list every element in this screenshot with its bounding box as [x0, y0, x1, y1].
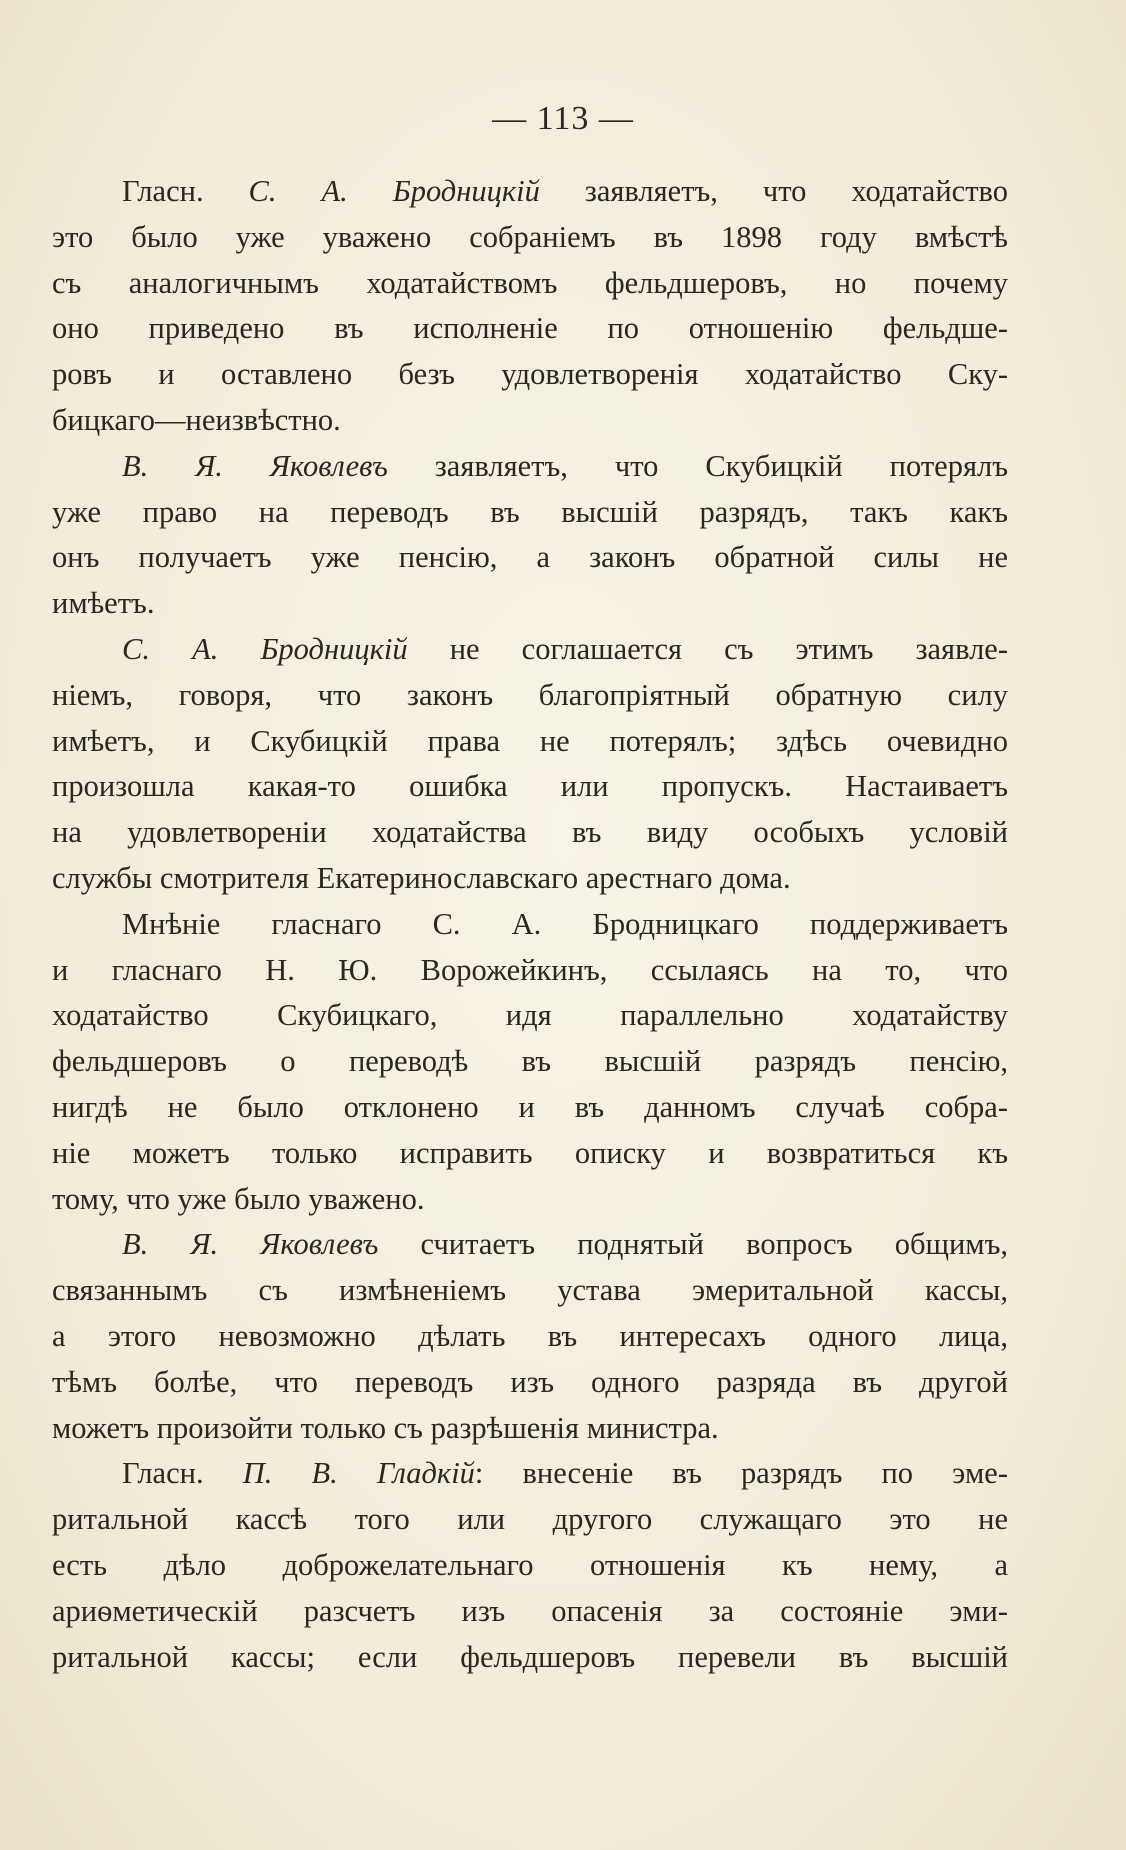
- text-line: [52, 993, 1008, 1039]
- line-text: ариѳметическій разсчетъ изъ опасенія за состояніе эми-: [52, 1593, 1008, 1628]
- body-text: [52, 169, 1008, 1680]
- line-text: онъ получаетъ уже пенсію, а законъ обратной силы не: [52, 540, 1008, 575]
- line-text: есть дѣло доброжелательнаго отношенія къ нему, а: [52, 1547, 1008, 1582]
- text-line: [52, 306, 1008, 352]
- line-text: имѣетъ, и Скубицкій права не потерялъ; здѣсь очевидно: [52, 723, 1008, 758]
- line-text: ровъ и оставлено безъ удовлетворенія ходатайство Ску-: [52, 357, 1008, 392]
- text-line: [52, 261, 1008, 307]
- text-line: [52, 1268, 1008, 1314]
- text-line: [52, 215, 1008, 261]
- text-line: [52, 1039, 1008, 1085]
- line-text: службы смотрителя Екатеринославскаго арестнаго дома.: [52, 860, 791, 895]
- text-line: [52, 444, 1008, 490]
- line-text: тѣмъ болѣе, что переводъ изъ одного разряда въ другой: [52, 1364, 1008, 1399]
- line-text: нигдѣ не было отклонено и въ данномъ случаѣ собра-: [52, 1089, 1008, 1124]
- line-text: уже право на переводъ въ высшій разрядъ, такъ какъ: [52, 494, 1008, 529]
- text-line: [52, 948, 1008, 994]
- text-line: [52, 673, 1008, 719]
- speaker-name: В. Я. Яковлевъ: [122, 1227, 379, 1262]
- line-text: ніемъ, говоря, что законъ благопріятный обратную силу: [52, 677, 1008, 712]
- text-line: [52, 1451, 1008, 1497]
- text-line: [52, 169, 1008, 215]
- text-line: [52, 1360, 1008, 1406]
- text-line: [52, 1589, 1008, 1635]
- line-text: фельдшеровъ о переводѣ въ высшій разрядъ пенсію,: [52, 1044, 1008, 1079]
- text-line: [52, 398, 1008, 444]
- speaker-name: В. Я. Яковлевъ: [122, 448, 388, 483]
- line-prefix: Гласн.: [122, 174, 249, 208]
- text-line: [52, 764, 1008, 810]
- text-line: [52, 352, 1008, 398]
- speaker-name: С. А. Бродницкій: [122, 631, 408, 666]
- text-line: [52, 719, 1008, 765]
- line-text: имѣетъ.: [52, 586, 155, 621]
- page-number: — 113 —: [492, 100, 634, 137]
- text-line: [52, 1497, 1008, 1543]
- line-text: ритальной кассы; если фельдшеровъ перевели въ высшій: [52, 1639, 1008, 1674]
- line-text: оно приведено въ исполненіе по отношенію фельдше-: [52, 311, 1008, 346]
- text-line: [52, 1406, 1008, 1452]
- line-text: на удовлетвореніи ходатайства въ виду особыхъ условій: [52, 815, 1008, 850]
- text-line: [52, 1222, 1008, 1268]
- text-line: [52, 627, 1008, 673]
- line-text: это было уже уважено собраніемъ въ 1898 году вмѣстѣ: [52, 219, 1008, 254]
- text-line: [52, 581, 1008, 627]
- line-text: съ аналогичнымъ ходатайствомъ фельдшеровъ, но почему: [52, 265, 1008, 300]
- speaker-name: С. А. Бродницкій: [248, 174, 540, 208]
- speaker-name: П. В. Гладкій: [242, 1456, 475, 1491]
- line-text: не соглашается съ этимъ заявле-: [407, 631, 1008, 666]
- line-text: считаетъ поднятый вопросъ общимъ,: [378, 1227, 1008, 1262]
- text-line: [52, 810, 1008, 856]
- line-prefix: Гласн.: [122, 1456, 243, 1491]
- line-text: бицкаго—неизвѣстно.: [52, 402, 341, 437]
- text-line: [52, 1131, 1008, 1177]
- line-text: произошла какая-то ошибка или пропускъ. Настаиваетъ: [52, 769, 1008, 804]
- line-text: тому, что уже было уважено.: [52, 1181, 425, 1216]
- line-text: заявляетъ, что ходатайство: [539, 174, 1008, 208]
- line-text: : внесеніе въ разрядъ по эме-: [474, 1456, 1008, 1491]
- text-line: [52, 1314, 1008, 1360]
- text-line: [52, 902, 1008, 948]
- line-text: заявляетъ, что Скубицкій потерялъ: [387, 448, 1008, 483]
- text-line: [52, 1543, 1008, 1589]
- text-line: [52, 1635, 1008, 1681]
- line-text: и гласнаго Н. Ю. Ворожейкинъ, ссылаясь на то, что: [52, 952, 1008, 987]
- text-line: [52, 856, 1008, 902]
- line-text: можетъ произойти только съ разрѣшенія министра.: [52, 1410, 719, 1445]
- line-text: связаннымъ съ измѣненіемъ устава эмеритальной кассы,: [52, 1273, 1008, 1308]
- line-text: ритальной кассѣ того или другого служащаго это не: [52, 1502, 1008, 1537]
- line-text: а этого невозможно дѣлать въ интересахъ одного лица,: [52, 1318, 1008, 1353]
- text-line: [52, 535, 1008, 581]
- line-text: ходатайство Скубицкаго, идя параллельно ходатайству: [52, 998, 1008, 1033]
- text-line: [52, 1085, 1008, 1131]
- line-text: ніе можетъ только исправить описку и возвратиться къ: [52, 1135, 1008, 1170]
- line-text: Мнѣніе гласнаго С. А. Бродницкаго поддерживаетъ: [122, 906, 1008, 941]
- text-line: [52, 1177, 1008, 1223]
- text-line: [52, 490, 1008, 536]
